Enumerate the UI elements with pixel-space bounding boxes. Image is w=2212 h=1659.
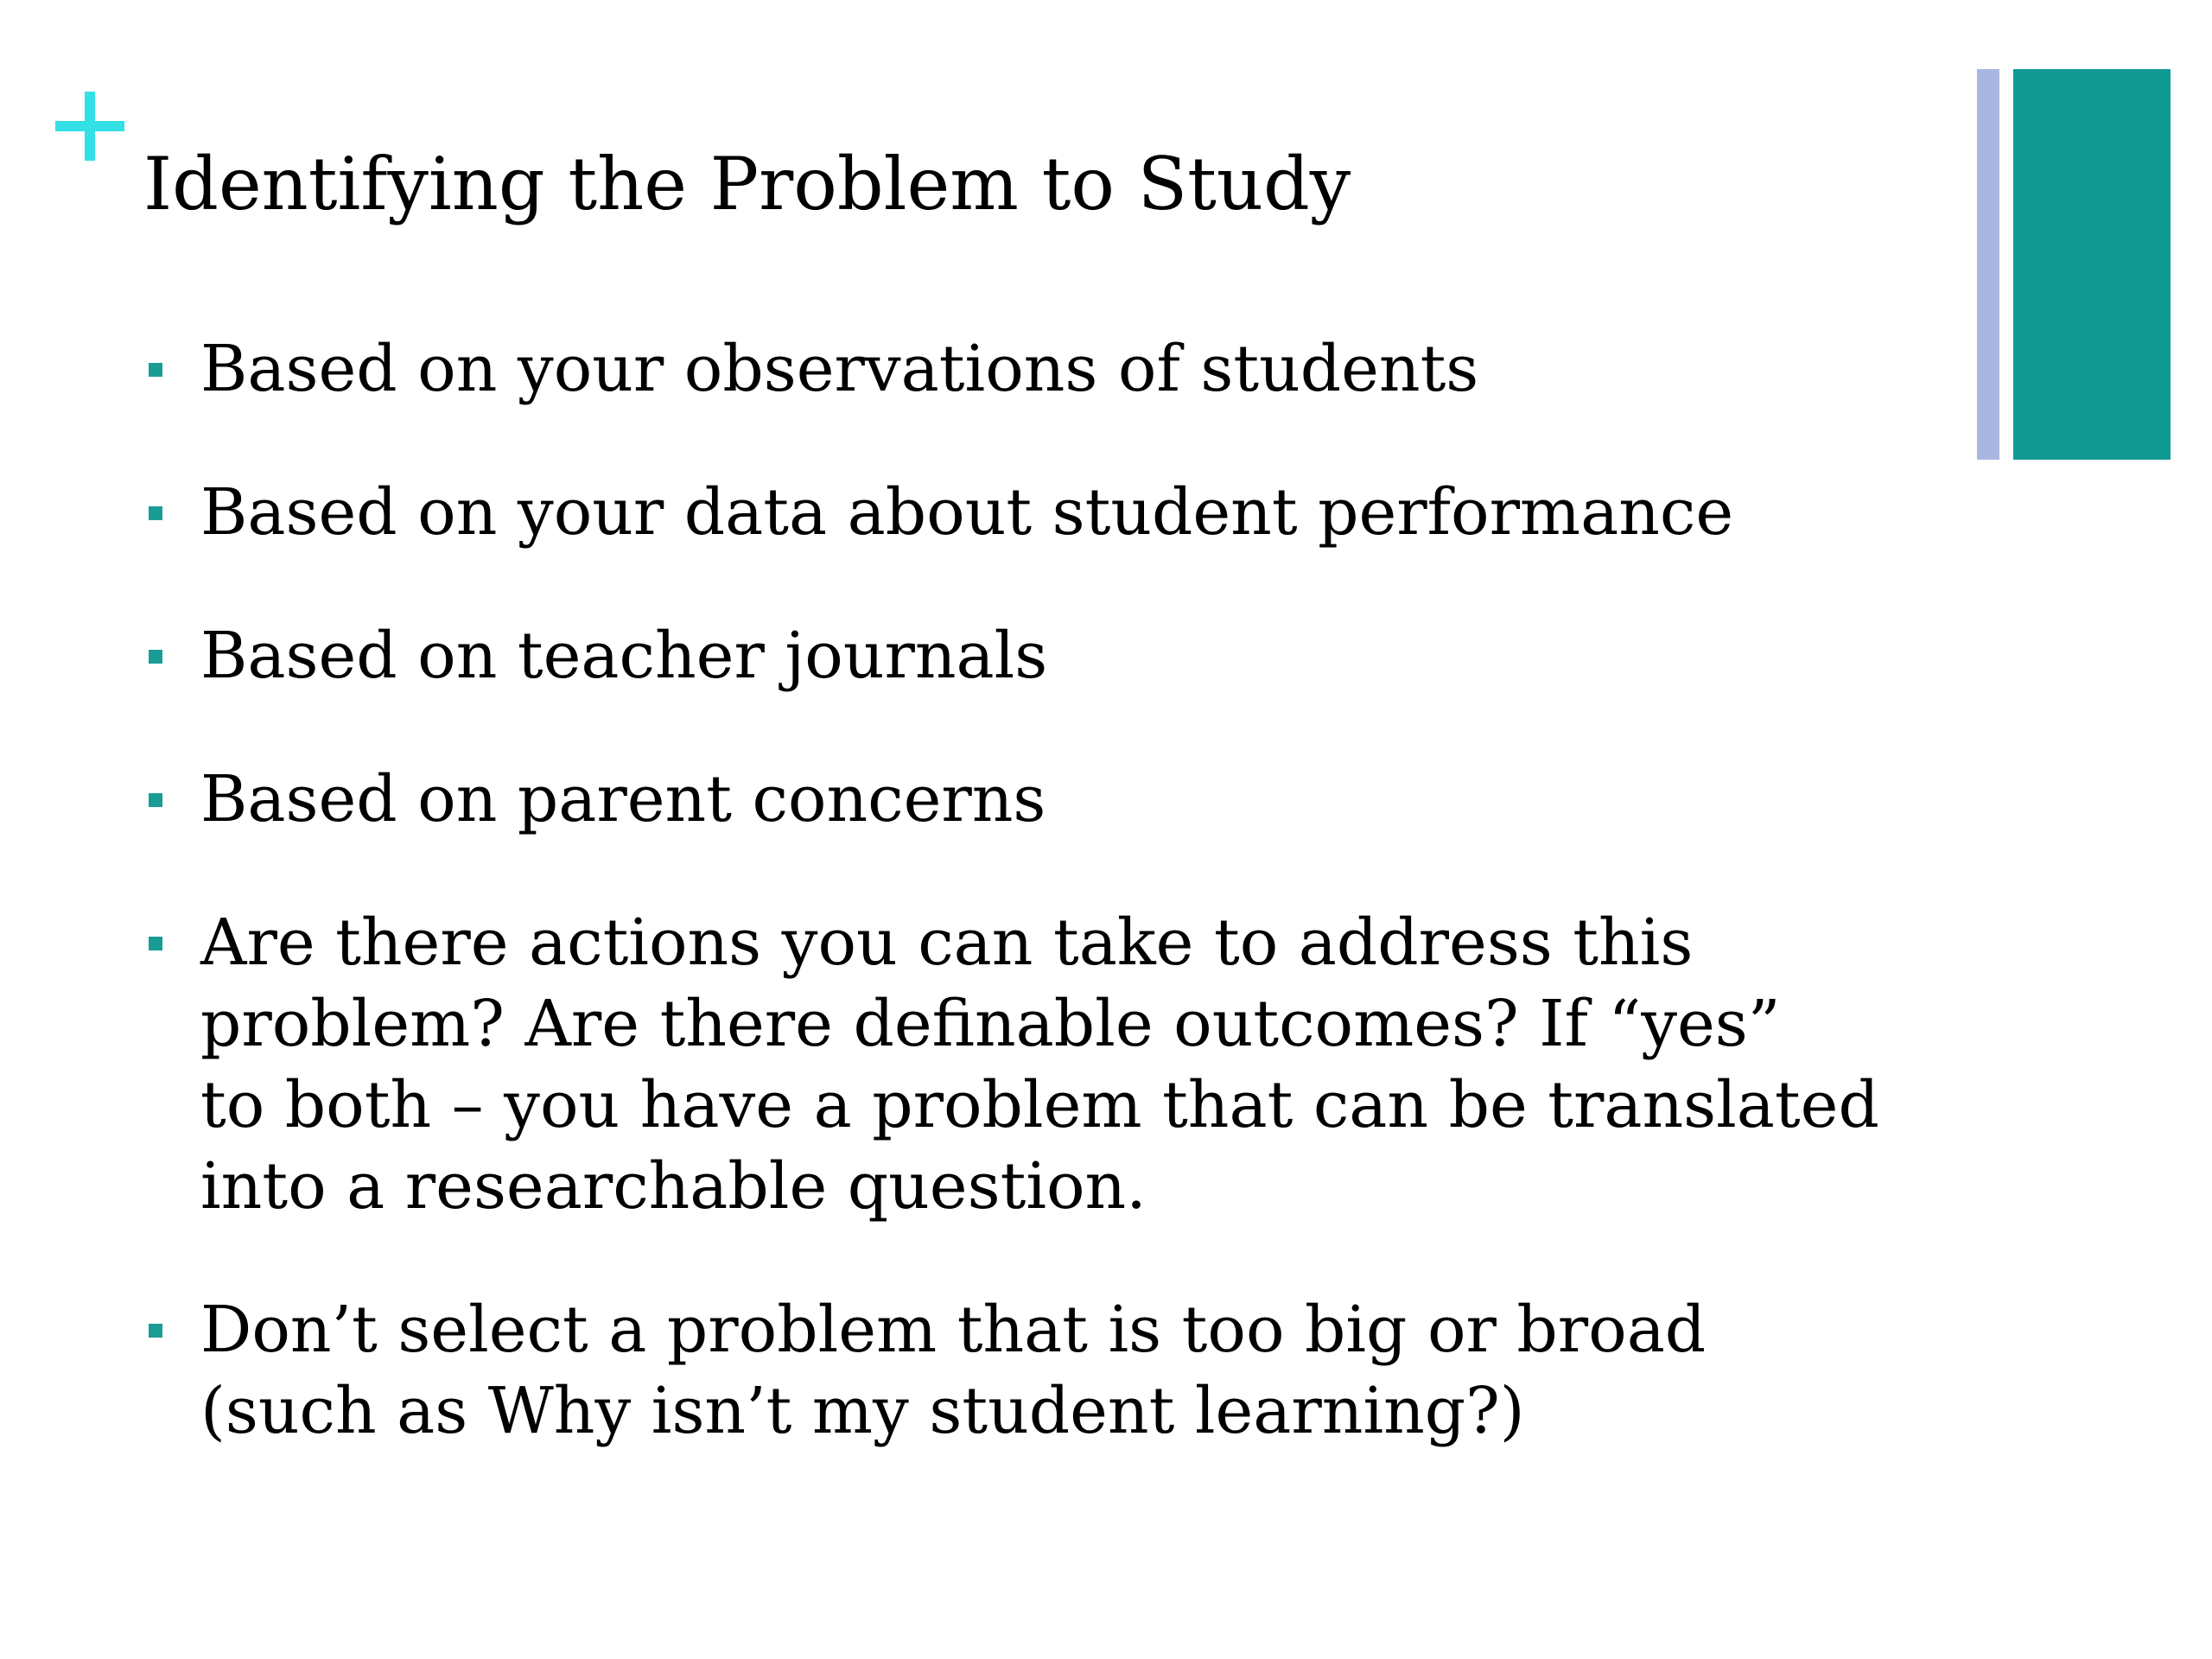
- bullet-text: problem? Are there definable outcomes? If “yes”: [200, 987, 1781, 1061]
- square-bullet-icon: [149, 506, 162, 520]
- decorative-bar-thick: [2013, 69, 2171, 460]
- bullet-text: Based on your observations of students: [200, 332, 1479, 406]
- bullet-text: into a researchable question.: [200, 1149, 1147, 1224]
- slide-title: Identifying the Problem to Study: [143, 142, 1351, 226]
- square-bullet-icon: [149, 650, 162, 664]
- bullet-item: [143, 902, 1958, 1227]
- plus-icon-vertical: [85, 92, 95, 161]
- bullet-text: (such as Why isn’t my student learning?): [200, 1374, 1525, 1448]
- bullet-text: Are there actions you can take to address this: [200, 906, 1694, 980]
- bullet-item: [143, 615, 1958, 696]
- bullet-text: to both – you have a problem that can be translated: [200, 1068, 1879, 1142]
- square-bullet-icon: [149, 937, 162, 950]
- square-bullet-icon: [149, 793, 162, 807]
- bullet-item: [143, 1289, 1958, 1452]
- bullet-text: Based on your data about student performance: [200, 475, 1734, 550]
- square-bullet-icon: [149, 363, 162, 377]
- bullet-list: [143, 328, 1958, 1514]
- square-bullet-icon: [149, 1324, 162, 1338]
- bullet-text: Based on teacher journals: [200, 619, 1048, 693]
- bullet-item: [143, 472, 1958, 553]
- bullet-item: [143, 328, 1958, 410]
- decorative-bar-thin: [1977, 69, 1999, 460]
- bullet-text: Don’t select a problem that is too big or broad: [200, 1293, 1707, 1367]
- plus-icon: [55, 92, 124, 161]
- bullet-text: Based on parent concerns: [200, 762, 1046, 836]
- bullet-item: [143, 759, 1958, 840]
